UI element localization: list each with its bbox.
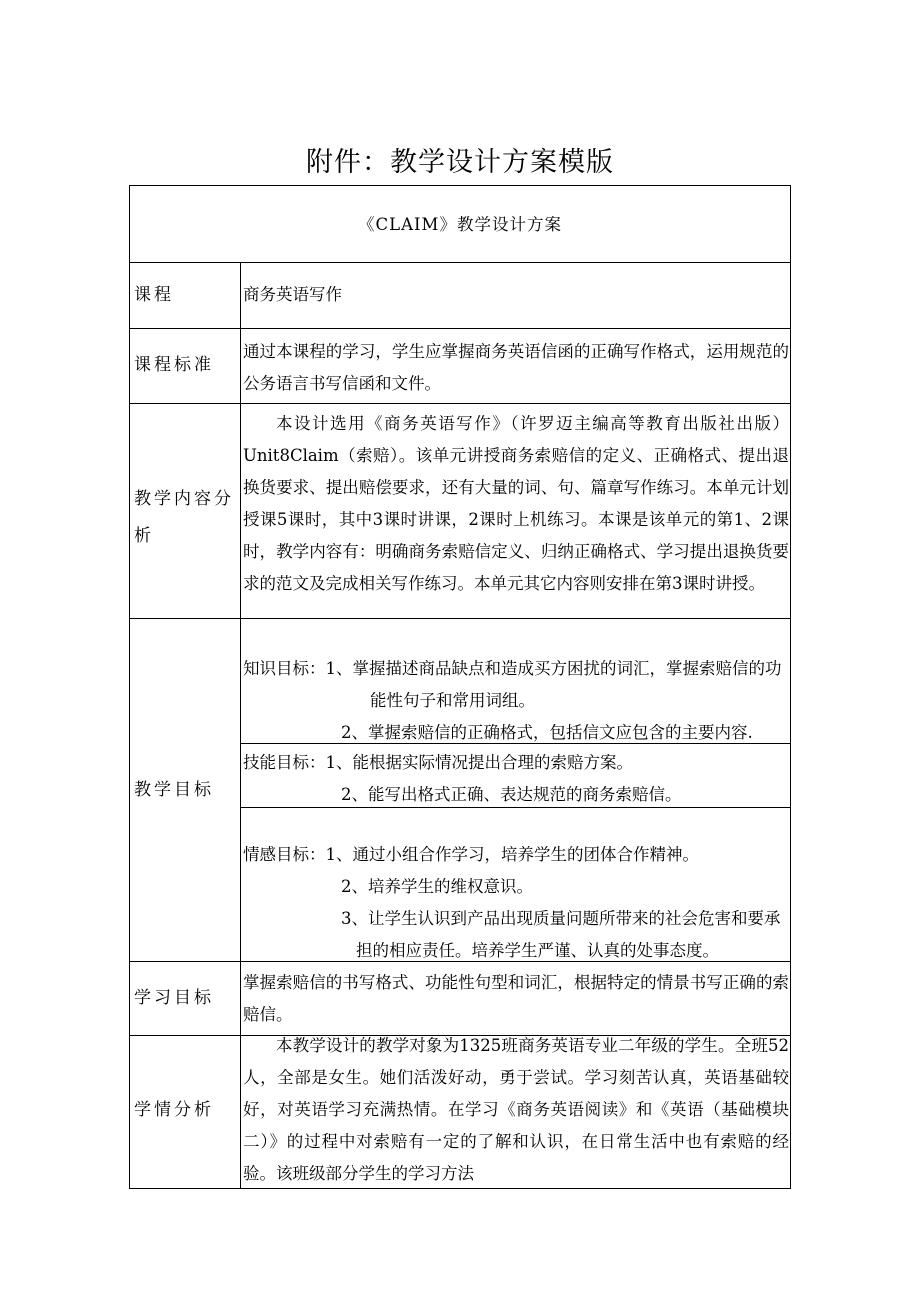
standard-value: 通过本课程的学习，学生应掌握商务英语信函的正确写作格式，运用规范的公务语言书写信函和文件。 (243, 342, 789, 393)
learning-goal-row (130, 961, 790, 1035)
course-value: 商务英语写作 (243, 285, 342, 304)
objectives-divider-2 (241, 807, 790, 808)
plan-heading-row (130, 186, 790, 262)
emotion-goal-3-cont: 担的相应责任。培养学生严谨、认真的处事态度。 (356, 941, 719, 960)
objectives-label: 教学目标 (134, 780, 214, 800)
objectives-row (130, 618, 790, 961)
course-row (130, 262, 790, 328)
standard-label: 课程标准 (134, 355, 214, 375)
standard-row (130, 328, 790, 403)
emotion-goal-1: 情感目标：1、通过小组合作学习，培养学生的团体合作精神。 (243, 845, 699, 864)
student-analysis-value: 本教学设计的教学对象为1325班商务英语专业二年级的学生。全班52人，全部是女生。她们活泼好动，勇于尝试。学习刻苦认真，英语基础较好，对英语学习充满热情。在学习《商务英语阅读》和《英语（基础模块二）》的过程中对索赔有一定的了解和认识，在日常生活中也有索赔的经验。该班级部分学生的学习方法 (243, 1036, 789, 1183)
content-analysis-value: 本设计选用《商务英语写作》（许罗迈主编高等教育出版社出版）Unit8Claim（索赔）。该单元讲授商务索赔信的定义、正确格式、提出退换货要求、提出赔偿要求，还有大量的词、句、篇章写作练习。本单元计划授课5课时，其中3课时讲课，2课时上机练习。本课是该单元的第1、2课时，教学内容有：明确商务索赔信定义、归纳正确格式、学习提出退换货要求的范文及完成相关写作练习。本单元其它内容则安排在第3课时讲授。 (243, 414, 789, 593)
emotion-goal-2: 2、培养学生的维权意识。 (341, 877, 533, 896)
knowledge-goal-1: 知识目标：1、掌握描述商品缺点和造成买方困扰的词汇，掌握索赔信的功 (243, 659, 782, 678)
student-analysis-label: 学情分析 (134, 1100, 214, 1120)
emotion-goal-3: 3、让学生认识到产品出现质量问题所带来的社会危害和要承 (341, 909, 781, 928)
lesson-plan-table (129, 185, 791, 1189)
knowledge-goal-2: 2、掌握索赔信的正确格式，包括信文应包含的主要内容. (341, 723, 753, 742)
course-label: 课程 (134, 285, 174, 305)
learning-goal-value: 掌握索赔信的书写格式、功能性句型和词汇，根据特定的情景书写正确的索赔信。 (243, 973, 789, 1024)
objectives-divider-1 (241, 743, 790, 744)
knowledge-goal-1-cont: 能性句子和常用词组。 (370, 691, 535, 710)
document-title: 附件：教学设计方案模版 (306, 147, 614, 178)
content-analysis-row (130, 403, 790, 618)
skill-goal-1: 技能目标：1、能根据实际情况提出合理的索赔方案。 (243, 753, 633, 772)
plan-heading: 《CLAIM》教学设计方案 (358, 215, 562, 234)
skill-goal-2: 2、能写出格式正确、表达规范的商务索赔信。 (341, 785, 682, 804)
content-analysis-label: 教学内容分析 (134, 489, 234, 546)
student-analysis-row (130, 1035, 790, 1188)
learning-goal-label: 学习目标 (134, 988, 214, 1008)
